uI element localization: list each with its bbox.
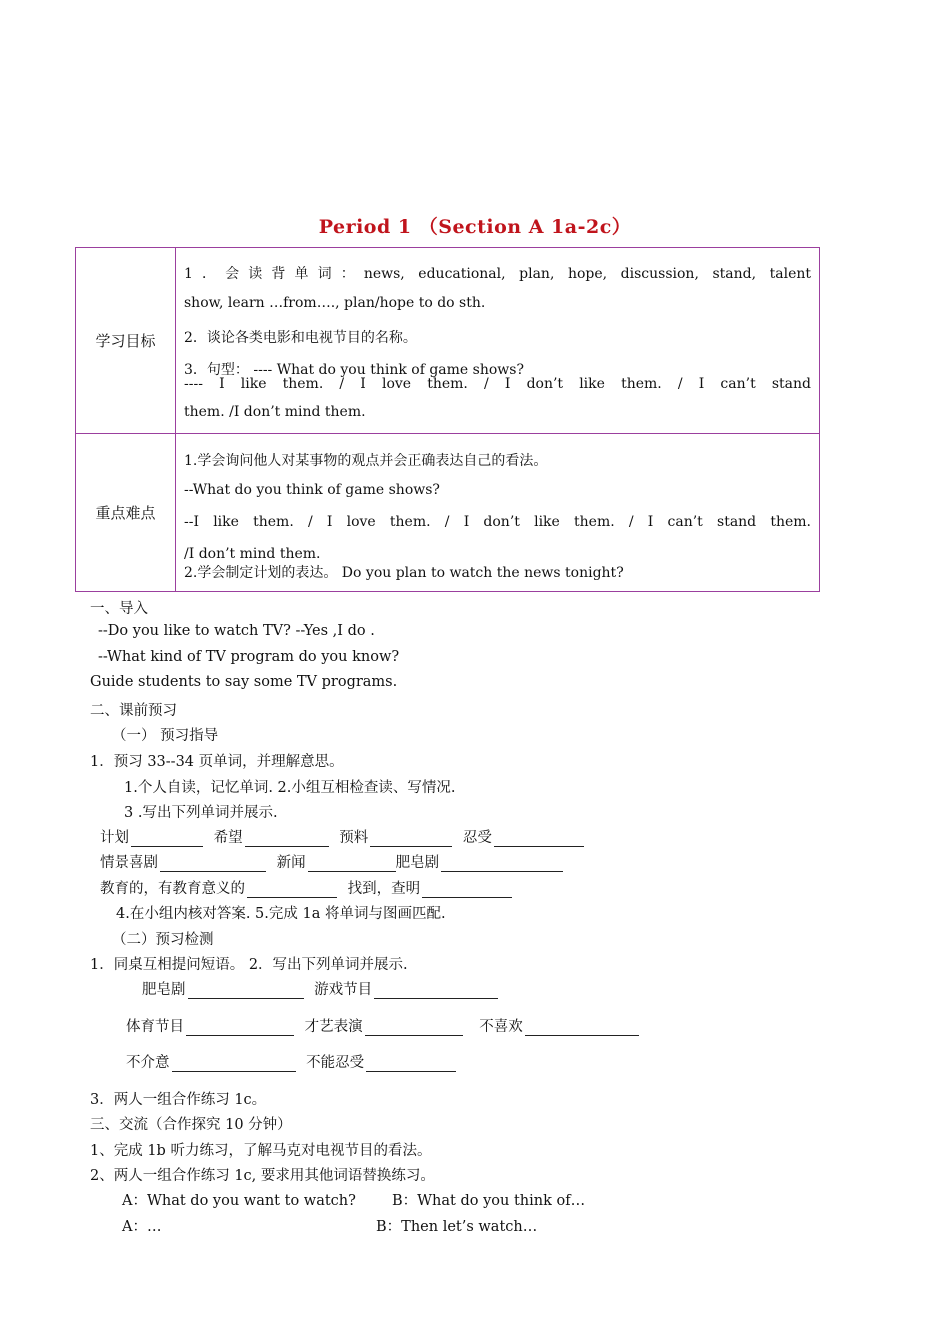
word-hope: 希望 xyxy=(213,830,243,846)
key-line-2: --What do you think of game shows? xyxy=(184,482,440,498)
test-mind: 不介意 xyxy=(126,1055,170,1071)
blank-test-soap[interactable] xyxy=(188,984,304,999)
key-line-1: 1.学会询问他人对某事物的观点并会正确表达自己的看法。 xyxy=(184,453,548,469)
dialog-b2: B：Then let’s watch… xyxy=(376,1219,538,1235)
word-news: 新闻 xyxy=(276,855,306,871)
section2-p2: 1.个人自读，记忆单词. 2.小组互相检查读、写情况. xyxy=(124,780,456,796)
page-title: Period 1 （Section A 1a-2c） xyxy=(318,216,632,238)
blank-test-mind[interactable] xyxy=(172,1057,296,1072)
section2-q1: 1．同桌互相提问短语。 2．写出下列单词并展示. xyxy=(90,957,408,973)
blank-row-2 xyxy=(100,851,563,872)
blank-find[interactable] xyxy=(422,883,512,898)
blank-edu[interactable] xyxy=(247,883,337,898)
test-dislike: 不喜欢 xyxy=(479,1019,523,1035)
word-find: 找到，查明 xyxy=(347,881,421,897)
word-stand: 忍受 xyxy=(462,830,492,846)
word-expect: 预料 xyxy=(339,830,369,846)
goals-row xyxy=(75,247,820,434)
test-row-3 xyxy=(126,1051,456,1072)
section2-p1: 1．预习 33--34 页单词，并理解意思。 xyxy=(90,754,344,770)
blank-hope[interactable] xyxy=(245,832,329,847)
test-row-1 xyxy=(142,978,498,999)
section2-sub1: （一） 预习指导 xyxy=(112,728,219,744)
key-line-4: /I don’t mind them. xyxy=(184,546,321,562)
blank-sitcom[interactable] xyxy=(160,857,266,872)
blank-test-talent[interactable] xyxy=(365,1021,463,1036)
section3-line-1: 1、完成 1b 听力练习，了解马克对电视节目的看法。 xyxy=(90,1143,432,1159)
blank-test-dislike[interactable] xyxy=(525,1021,639,1036)
test-soap: 肥皂剧 xyxy=(142,982,186,998)
section2-heading: 二、课前预习 xyxy=(90,703,177,719)
test-sports: 体育节目 xyxy=(126,1019,184,1035)
word-edu: 教育的，有教育意义的 xyxy=(100,881,245,897)
blank-test-sports[interactable] xyxy=(186,1021,294,1036)
dialog-a1: A：What do you want to watch? xyxy=(122,1193,356,1209)
test-stand: 不能忍受 xyxy=(306,1055,365,1071)
dialog-b1: B：What do you think of… xyxy=(392,1193,586,1209)
section2-p3: 3 .写出下列单词并展示. xyxy=(124,805,278,821)
key-line-3: --I like them. / I love them. / I don’t like them. / I can’t stand them. xyxy=(184,514,811,530)
blank-news[interactable] xyxy=(308,857,396,872)
goals-line-5: ---- I like them. / I love them. / I don’t like them. / I can’t stand xyxy=(184,376,811,392)
section1-line-3: Guide students to say some TV programs. xyxy=(90,674,398,690)
word-plan: 计划 xyxy=(100,830,129,846)
dialog-a2: A：… xyxy=(122,1219,162,1235)
section2-sub2: （二）预习检测 xyxy=(112,932,214,948)
section1-heading: 一、导入 xyxy=(90,601,148,617)
key-points-label: 重点难点 xyxy=(76,434,176,591)
section1-line-2: --What kind of TV program do you know? xyxy=(98,649,400,665)
word-sitcom: 情景喜剧 xyxy=(100,855,158,871)
word-soap: 肥皂剧 xyxy=(395,855,440,871)
blank-expect[interactable] xyxy=(370,832,452,847)
key-points-row xyxy=(75,433,820,592)
key-line-5: 2.学会制定计划的表达。 Do you plan to watch the news tonight? xyxy=(184,565,624,581)
section1-line-1: --Do you like to watch TV? --Yes ,I do . xyxy=(98,623,375,639)
blank-test-game[interactable] xyxy=(374,984,498,999)
test-talent: 才艺表演 xyxy=(304,1019,363,1035)
blank-row-3 xyxy=(100,877,512,898)
goals-line-1: 1．会读背单词：news, educational, plan, hope, discussion, stand, talent xyxy=(184,266,811,282)
test-game: 游戏节目 xyxy=(314,982,373,998)
section3-line-2: 2、两人一组合作练习 1c, 要求用其他词语替换练习。 xyxy=(90,1168,435,1184)
blank-plan[interactable] xyxy=(131,832,203,847)
blank-row-1 xyxy=(100,826,584,847)
goals-line-6: them. /I don’t mind them. xyxy=(184,404,366,420)
blank-stand[interactable] xyxy=(494,832,584,847)
blank-test-stand[interactable] xyxy=(366,1057,456,1072)
goals-label: 学习目标 xyxy=(76,248,176,433)
test-row-2 xyxy=(126,1015,639,1036)
section2-q3: 3．两人一组合作练习 1c。 xyxy=(90,1092,267,1108)
blank-soap[interactable] xyxy=(441,857,563,872)
section3-heading: 三、交流（合作探究 10 分钟） xyxy=(90,1117,292,1133)
goals-line-3: 2．谈论各类电影和电视节目的名称。 xyxy=(184,330,417,346)
section2-p4: 4.在小组内核对答案. 5.完成 1a 将单词与图画匹配. xyxy=(116,906,446,922)
goals-line-2: show, learn …from…., plan/hope to do sth. xyxy=(184,295,486,311)
goals-line-4: 3．句型： ---- What do you think of game shows? xyxy=(184,362,524,378)
